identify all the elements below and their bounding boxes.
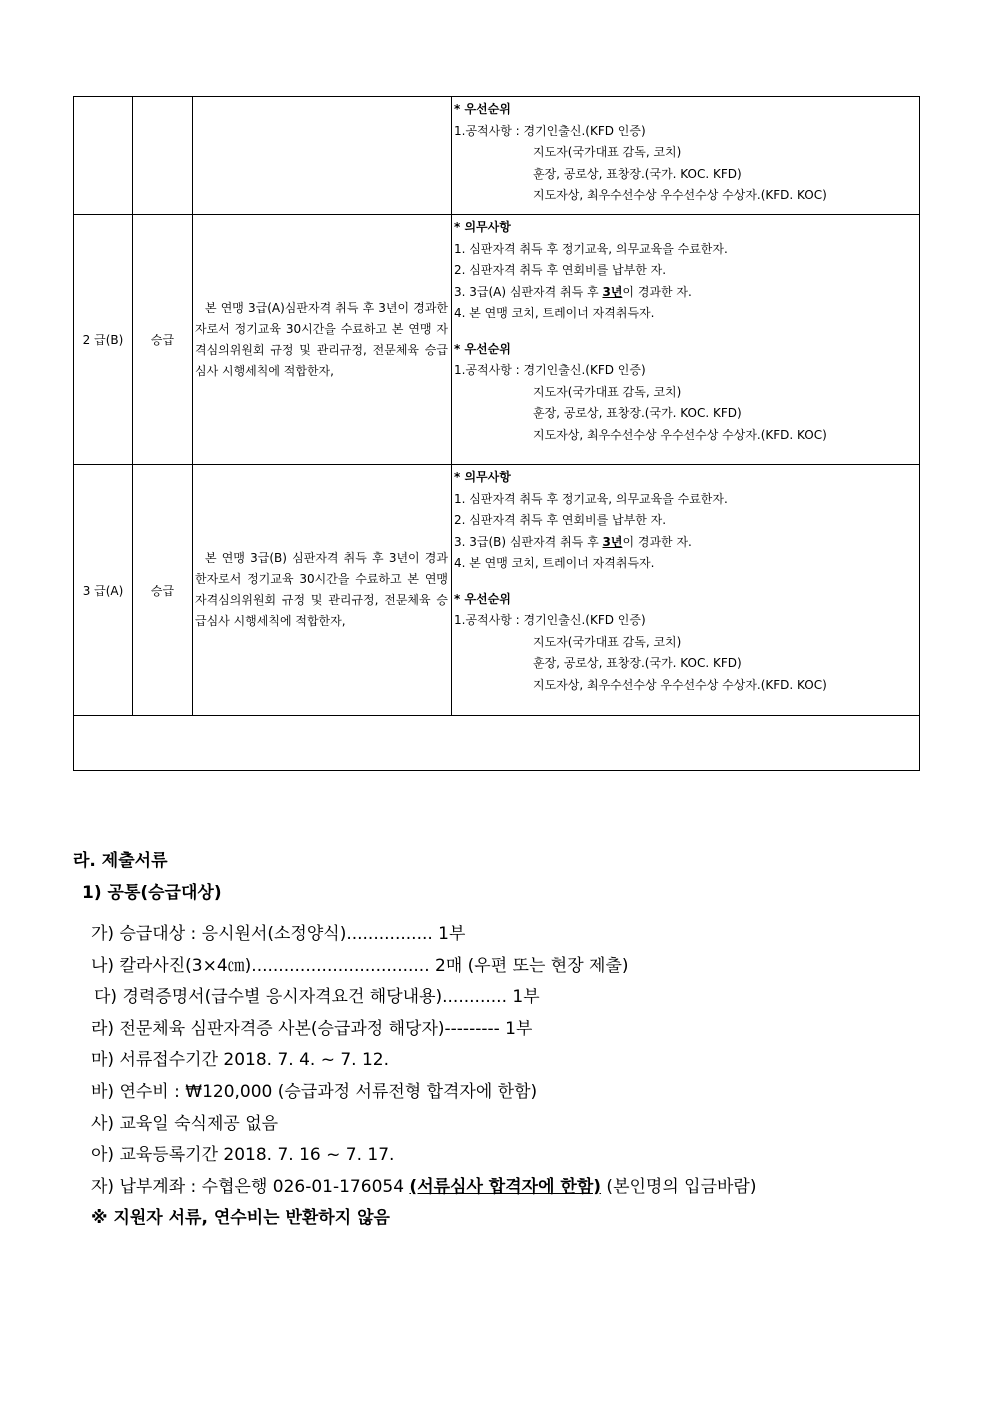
list-item: 나) 칼라사진(3×4㎝)................................. 2매 (우편 또는 현장 제출) (91, 955, 629, 976)
list-item: 바) 연수비 : ₩120,000 (승급과정 서류전형 합격자에 한함) (91, 1081, 538, 1102)
duty-text: 3. 3급(A) 심판자격 취득 후 (454, 284, 603, 299)
description-cell (193, 465, 452, 716)
duty-text: 이 경과한 자. (622, 284, 692, 299)
duty-line: 1. 심판자격 취득 후 정기교육, 의무교육을 수료한자. (454, 491, 728, 506)
account-emphasis: (서류심사 합격자에 한함) (409, 1176, 602, 1197)
priority-line: 지도자상, 최우수선수상 우수선수상 수상자.(KFD. KOC) (533, 188, 827, 202)
duty-line: 2. 심판자격 취득 후 연회비를 납부한 자. (454, 513, 667, 527)
section-title: 라. 제출서류 (73, 851, 168, 871)
priority-line: 1.공적사항 : 경기인출신.(KFD 인증) (454, 123, 646, 138)
grade-cell: 2 급(B) (74, 215, 133, 465)
duty-heading: * 의무사항 (454, 470, 511, 484)
account-text: (본인명의 입금바람) (601, 1176, 757, 1197)
section-subtitle: 1) 공통(승급대상) (82, 883, 222, 903)
description-cell (193, 215, 452, 465)
list-item: 가) 승급대상 : 응시원서(소정양식)................ 1부 (91, 924, 466, 944)
grade-cell: 3 급(A) (74, 465, 133, 716)
description-text: 본 연맹 3급(B) 심판자격 취득 후 3년이 경과한자로서 정기교육 30시간을 수료하고 본 연맹 자격심의위원회 규정 및 관리규정, 전문체육 승급심사 시행세칙에 적합한자, (195, 551, 448, 628)
priority-line: 훈장, 공로상, 표창장.(국가. KOC. KFD) (533, 656, 742, 670)
list-item: 아) 교육등록기간 2018. 7. 16 ~ 7. 17. (91, 1145, 395, 1166)
duty-line: 4. 본 연맹 코치, 트레이너 자격취득자. (454, 556, 655, 570)
requirements-cell (452, 215, 920, 465)
requirements-cell (452, 465, 920, 716)
account-text: 자) 납부계좌 : 수협은행 026-01-176054 (91, 1176, 410, 1197)
list-item (91, 1172, 756, 1204)
table-row (74, 97, 920, 215)
priority-line: 지도자상, 최우수선수상 우수선수상 수상자.(KFD. KOC) (533, 677, 827, 692)
priority-line: 훈장, 공로상, 표창장.(국가. KOC. KFD) (533, 406, 742, 420)
duty-emphasis: 3년 (602, 284, 623, 299)
duty-emphasis: 3년 (602, 534, 623, 549)
priority-line: 지도자상, 최우수선수상 우수선수상 수상자.(KFD. KOC) (533, 427, 827, 442)
duty-line (454, 282, 917, 304)
duty-line: 2. 심판자격 취득 후 연회비를 납부한 자. (454, 263, 667, 277)
priority-heading: * 우선순위 (454, 341, 511, 356)
grade-cell (74, 97, 133, 215)
description-text: 본 연맹 3급(A)심판자격 취득 후 3년이 경과한자로서 정기교육 30시간을 수료하고 본 연맹 자격심의위원회 규정 및 관리규정, 전문체육 승급심사 시행세칙에 적합한자, (195, 300, 448, 378)
duty-text: 3. 3급(B) 심판자격 취득 후 (454, 534, 603, 549)
priority-heading: * 우선순위 (454, 102, 511, 116)
duty-text: 이 경과한 자. (622, 534, 692, 549)
table-row (74, 465, 920, 716)
priority-line: 1.공적사항 : 경기인출신.(KFD 인증) (454, 363, 646, 377)
duty-line (454, 532, 917, 554)
list-item: 사) 교육일 숙식제공 없음 (91, 1113, 279, 1134)
note-text: ※ 지원자 서류, 연수비는 반환하지 않음 (91, 1208, 390, 1229)
type-cell: 승급 (133, 215, 193, 465)
duty-line: 1. 심판자격 취득 후 정기교육, 의무교육을 수료한자. (454, 241, 728, 256)
priority-line: 지도자(국가대표 감독, 코치) (533, 145, 682, 159)
priority-heading: * 우선순위 (454, 591, 511, 606)
type-cell (133, 97, 193, 215)
description-cell (193, 97, 452, 215)
priority-line: 지도자(국가대표 감독, 코치) (533, 634, 682, 649)
requirements-cell (452, 97, 920, 215)
duty-heading: * 의무사항 (454, 220, 511, 234)
priority-line: 훈장, 공로상, 표창장.(국가. KOC. KFD) (533, 166, 742, 181)
priority-line: 1.공적사항 : 경기인출신.(KFD 인증) (454, 613, 646, 627)
list-item: 마) 서류접수기간 2018. 7. 4. ~ 7. 12. (91, 1050, 390, 1071)
duty-line: 4. 본 연맹 코치, 트레이너 자격취득자. (454, 306, 655, 320)
table-row (74, 215, 920, 465)
empty-cell (74, 716, 920, 771)
grade-requirements-table (73, 96, 920, 771)
submission-documents-section (73, 846, 756, 1235)
priority-line: 지도자(국가대표 감독, 코치) (533, 384, 682, 399)
list-item: 라) 전문체육 심판자격증 사본(승급과정 해당자)--------- 1부 (91, 1018, 533, 1039)
table-row (74, 716, 920, 771)
list-item: 다) 경력증명서(급수별 응시자격요건 해당내용)............ 1부 (94, 987, 540, 1008)
type-cell: 승급 (133, 465, 193, 716)
